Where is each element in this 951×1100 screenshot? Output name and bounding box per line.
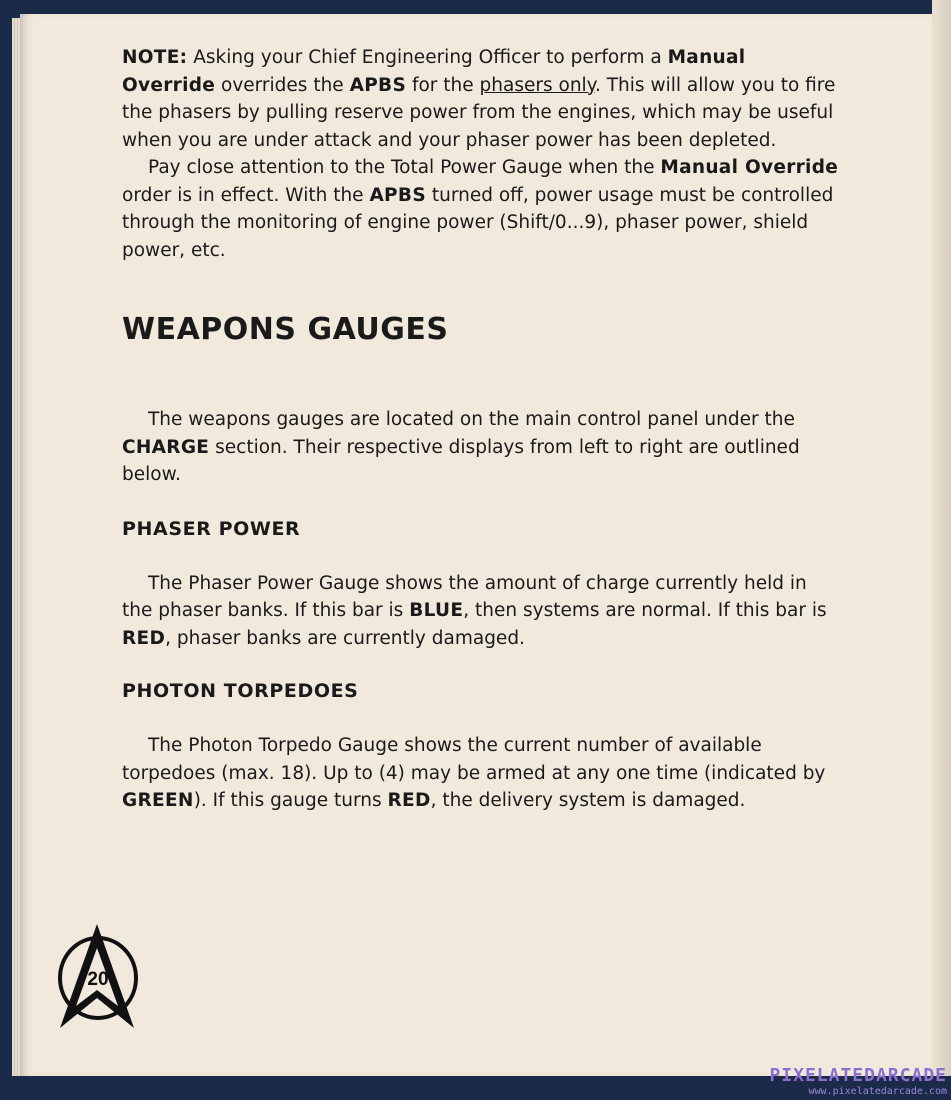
site-watermark	[769, 1066, 947, 1098]
phaser-paragraph: The Phaser Power Gauge shows the amount of charge currently held in the phaser banks. If this bar is BLUE, then systems are normal. If this bar is RED, phaser banks are currently damaged.	[122, 572, 827, 649]
page-number: 20	[87, 969, 109, 990]
torpedo-paragraph: The Photon Torpedo Gauge shows the current number of available torpedoes (max. 18). Up to (4) may be armed at any one time (indicated by GREEN). If this gauge turns RED, the delivery system is damaged.	[122, 735, 826, 811]
note-paragraph: NOTE: Asking your Chief Engineering Officer to perform a Manual Override overrides the APBS for the phasers only. This will allow you to fire the phasers by pulling reserve power from the engines, which may be useful when you are under attack and your phaser power has been depleted.	[122, 47, 836, 151]
starfleet-delta-icon	[52, 918, 142, 1033]
watermark-url: www.pixelatedarcade.com	[808, 1086, 947, 1097]
page-content	[122, 44, 842, 815]
watermark-brand: PIXELATEDARCADE	[769, 1065, 947, 1086]
torpedo-heading: PHOTON TORPEDOES	[122, 680, 359, 702]
facing-page-edge	[932, 0, 951, 1076]
note-continuation-paragraph: Pay close attention to the Total Power Gauge when the Manual Override order is in effect. With the APBS turned off, power usage must be controlled through the monitoring of engine power (Shift/0...9), phaser power, shield power, etc.	[122, 157, 839, 261]
phaser-heading: PHASER POWER	[122, 517, 301, 540]
section-title: WEAPONS GAUGES	[122, 312, 449, 347]
note-label: NOTE:	[122, 47, 188, 68]
intro-paragraph: The weapons gauges are located on the main control panel under the CHARGE section. Their respective displays from left to right are outlined below.	[122, 409, 800, 485]
